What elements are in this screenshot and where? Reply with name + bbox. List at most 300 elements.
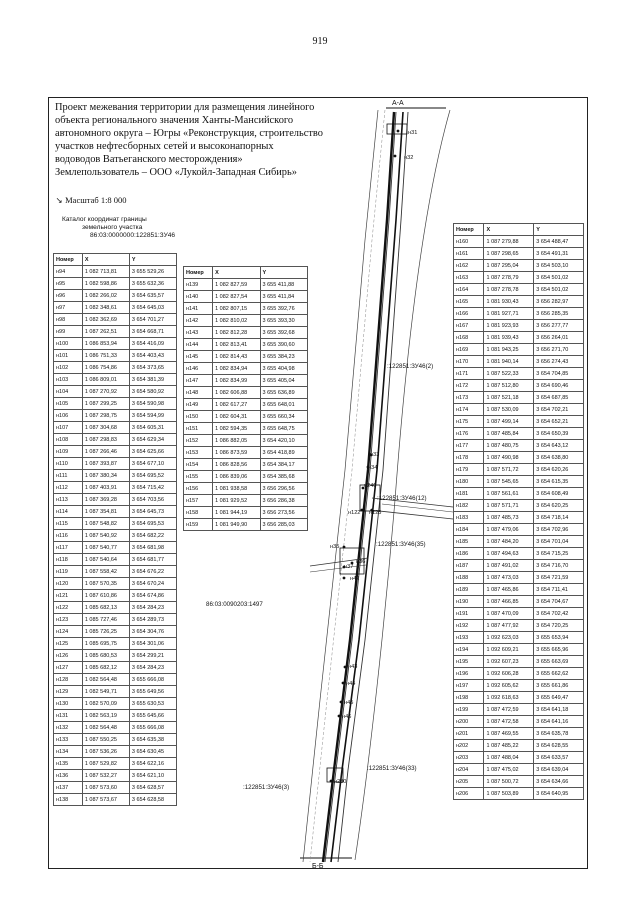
x-coordinate-cell: 1 082 594,35 xyxy=(213,423,260,435)
table-row xyxy=(454,536,584,548)
y-coordinate-cell: 3 654 629,34 xyxy=(129,434,176,446)
table-row xyxy=(54,722,177,734)
table-row xyxy=(454,692,584,704)
point-label: н45 xyxy=(344,700,354,706)
x-coordinate-cell: 1 087 571,71 xyxy=(484,500,534,512)
header-x: X xyxy=(484,224,534,236)
y-coordinate-cell: 3 654 687,85 xyxy=(534,392,584,404)
point-number-cell: н112 xyxy=(54,482,83,494)
pad-top xyxy=(387,124,407,134)
x-coordinate-cell: 1 087 484,20 xyxy=(484,536,534,548)
y-coordinate-cell: 3 654 590,98 xyxy=(129,398,176,410)
x-coordinate-cell: 1 087 298,75 xyxy=(82,410,129,422)
y-coordinate-cell: 3 656 274,43 xyxy=(534,356,584,368)
point-number-cell: н120 xyxy=(54,578,83,590)
point-number-cell: н156 xyxy=(184,483,213,495)
north-arrow-icon: ↘ xyxy=(55,195,63,205)
y-coordinate-cell: 3 654 628,55 xyxy=(534,740,584,752)
x-coordinate-cell: 1 087 503,89 xyxy=(484,788,534,800)
point-number-cell: н132 xyxy=(54,722,83,734)
table-row xyxy=(454,752,584,764)
point-number-cell: н96 xyxy=(54,290,83,302)
x-coordinate-cell: 1 087 488,04 xyxy=(484,752,534,764)
y-coordinate-cell: 3 655 649,47 xyxy=(534,692,584,704)
section-label-bottom: Б-Б xyxy=(312,863,324,870)
point-number-cell: н165 xyxy=(454,296,484,308)
x-coordinate-cell: 1 087 548,82 xyxy=(82,518,129,530)
x-coordinate-cell: 1 087 545,65 xyxy=(484,476,534,488)
point-number-cell: н131 xyxy=(54,710,83,722)
point-label: н33 xyxy=(370,452,380,458)
table-row xyxy=(184,423,308,435)
y-coordinate-cell: 3 655 393,30 xyxy=(260,315,307,327)
point-number-cell: н148 xyxy=(184,387,213,399)
point-number-cell: н162 xyxy=(454,260,484,272)
y-coordinate-cell: 3 654 381,39 xyxy=(129,374,176,386)
table-row xyxy=(54,590,177,602)
table-row xyxy=(184,519,308,531)
x-coordinate-cell: 1 087 354,81 xyxy=(82,506,129,518)
point-number-cell: н146 xyxy=(184,363,213,375)
point-label: н42 xyxy=(350,576,360,582)
point-number-cell: н180 xyxy=(454,476,484,488)
table-row xyxy=(54,506,177,518)
title-line: водоводов Ватьеганского месторождения» xyxy=(55,154,243,166)
x-coordinate-cell: 1 082 813,41 xyxy=(213,339,260,351)
point-number-cell: н161 xyxy=(454,248,484,260)
y-coordinate-cell: 3 656 273,56 xyxy=(260,507,307,519)
y-coordinate-cell: 3 654 668,71 xyxy=(129,326,176,338)
x-coordinate-cell: 1 087 472,58 xyxy=(484,716,534,728)
table-row xyxy=(54,650,177,662)
y-coordinate-cell: 3 654 640,95 xyxy=(534,788,584,800)
x-coordinate-cell: 1 087 304,68 xyxy=(82,422,129,434)
point-number-cell: н118 xyxy=(54,554,83,566)
y-coordinate-cell: 3 655 660,34 xyxy=(260,411,307,423)
parcel-label-zu46-33: :122851:ЗУ46(33) xyxy=(367,765,417,772)
y-coordinate-cell: 3 655 666,08 xyxy=(129,722,176,734)
point-number-cell: н137 xyxy=(54,782,83,794)
x-coordinate-cell: 1 086 754,86 xyxy=(82,362,129,374)
x-coordinate-cell: 1 082 362,69 xyxy=(82,314,129,326)
x-coordinate-cell: 1 086 828,56 xyxy=(213,459,260,471)
x-coordinate-cell: 1 087 558,42 xyxy=(82,566,129,578)
table-row xyxy=(454,656,584,668)
table-row xyxy=(454,440,584,452)
point-label: н246 xyxy=(364,483,377,489)
point-label: н36 xyxy=(356,559,366,565)
table-header-row xyxy=(54,254,177,266)
y-coordinate-cell: 3 654 620,26 xyxy=(534,464,584,476)
point-number-cell: н185 xyxy=(454,536,484,548)
table-row xyxy=(54,266,177,278)
y-coordinate-cell: 3 654 384,17 xyxy=(260,459,307,471)
y-coordinate-cell: 3 656 285,35 xyxy=(534,308,584,320)
x-coordinate-cell: 1 087 491,02 xyxy=(484,560,534,572)
x-coordinate-cell: 1 087 550,25 xyxy=(82,734,129,746)
point-number-cell: н116 xyxy=(54,530,83,542)
x-coordinate-cell: 1 087 512,80 xyxy=(484,380,534,392)
point-number-cell: н101 xyxy=(54,350,83,362)
table-row xyxy=(54,482,177,494)
point-label: н125 xyxy=(369,510,382,516)
x-coordinate-cell: 1 087 475,02 xyxy=(484,764,534,776)
table-row xyxy=(454,560,584,572)
y-coordinate-cell: 3 654 373,65 xyxy=(129,362,176,374)
table-row xyxy=(454,512,584,524)
y-coordinate-cell: 3 654 704,85 xyxy=(534,368,584,380)
y-coordinate-cell: 3 654 501,02 xyxy=(534,284,584,296)
table-row xyxy=(454,428,584,440)
table-row xyxy=(454,368,584,380)
x-coordinate-cell: 1 087 485,22 xyxy=(484,740,534,752)
point-number-cell: н169 xyxy=(454,344,484,356)
y-coordinate-cell: 3 654 650,39 xyxy=(534,428,584,440)
table-row xyxy=(454,668,584,680)
point-number-cell: н182 xyxy=(454,500,484,512)
header-y: Y xyxy=(129,254,176,266)
x-coordinate-cell: 1 081 938,58 xyxy=(213,483,260,495)
x-coordinate-cell: 1 087 266,46 xyxy=(82,446,129,458)
y-coordinate-cell: 3 654 385,68 xyxy=(260,471,307,483)
point-number-cell: н143 xyxy=(184,327,213,339)
y-coordinate-cell: 3 656 296,56 xyxy=(260,483,307,495)
header-y: Y xyxy=(534,224,584,236)
table-row xyxy=(54,758,177,770)
title-line: участков нефтесборных сетей и высоконапорных xyxy=(55,141,274,153)
point-number-cell: н105 xyxy=(54,398,83,410)
y-coordinate-cell: 3 654 633,57 xyxy=(534,752,584,764)
point-number-cell: н166 xyxy=(454,308,484,320)
y-coordinate-cell: 3 654 643,12 xyxy=(534,440,584,452)
x-coordinate-cell: 1 087 485,73 xyxy=(484,512,534,524)
table-row xyxy=(454,548,584,560)
table-row xyxy=(54,470,177,482)
table-row xyxy=(54,314,177,326)
x-coordinate-cell: 1 087 532,27 xyxy=(82,770,129,782)
x-coordinate-cell: 1 087 500,72 xyxy=(484,776,534,788)
x-coordinate-cell: 1 087 540,92 xyxy=(82,530,129,542)
y-coordinate-cell: 3 655 665,96 xyxy=(534,644,584,656)
x-coordinate-cell: 1 087 278,78 xyxy=(484,284,534,296)
point-number-cell: н147 xyxy=(184,375,213,387)
point-number-cell: н136 xyxy=(54,770,83,782)
table-row xyxy=(184,375,308,387)
y-coordinate-cell: 3 654 638,80 xyxy=(534,452,584,464)
table-row xyxy=(54,542,177,554)
y-coordinate-cell: 3 654 677,10 xyxy=(129,458,176,470)
table-row xyxy=(454,260,584,272)
y-coordinate-cell: 3 654 620,25 xyxy=(534,500,584,512)
x-coordinate-cell: 1 085 682,13 xyxy=(82,602,129,614)
y-coordinate-cell: 3 655 630,53 xyxy=(129,698,176,710)
table-row xyxy=(184,315,308,327)
x-coordinate-cell: 1 081 943,25 xyxy=(484,344,534,356)
table-row xyxy=(454,308,584,320)
table-row xyxy=(54,338,177,350)
point-number-cell: н133 xyxy=(54,734,83,746)
table-row xyxy=(454,332,584,344)
parcel-label-zu46-2: :122851:ЗУ46(2) xyxy=(387,363,434,370)
table-row xyxy=(454,452,584,464)
y-coordinate-cell: 3 654 628,57 xyxy=(129,782,176,794)
table-row xyxy=(454,728,584,740)
point-number-cell: н164 xyxy=(454,284,484,296)
point-number-cell: н155 xyxy=(184,471,213,483)
y-coordinate-cell: 3 654 418,89 xyxy=(260,447,307,459)
point-label: н34 xyxy=(368,465,378,471)
y-coordinate-cell: 3 654 715,42 xyxy=(129,482,176,494)
point-number-cell: н111 xyxy=(54,470,83,482)
x-coordinate-cell: 1 087 573,60 xyxy=(82,782,129,794)
point-number-cell: н150 xyxy=(184,411,213,423)
x-coordinate-cell: 1 087 469,55 xyxy=(484,728,534,740)
x-coordinate-cell: 1 087 479,06 xyxy=(484,524,534,536)
table-row xyxy=(454,380,584,392)
y-coordinate-cell: 3 654 702,96 xyxy=(534,524,584,536)
scale-indicator xyxy=(55,195,127,206)
crossing-road-lower xyxy=(370,510,453,519)
point-number-cell: н129 xyxy=(54,686,83,698)
point-number-cell: н177 xyxy=(454,440,484,452)
table-row xyxy=(54,446,177,458)
y-coordinate-cell: 3 654 645,73 xyxy=(129,506,176,518)
x-coordinate-cell: 1 087 295,04 xyxy=(484,260,534,272)
coordinates-table-1 xyxy=(53,253,177,806)
point-number-cell: н128 xyxy=(54,674,83,686)
x-coordinate-cell: 1 087 279,88 xyxy=(484,236,534,248)
point-number-cell: н97 xyxy=(54,302,83,314)
x-coordinate-cell: 1 087 298,83 xyxy=(82,434,129,446)
x-coordinate-cell: 1 082 606,88 xyxy=(213,387,260,399)
table-row xyxy=(454,764,584,776)
table-row xyxy=(454,608,584,620)
header-number: Номер xyxy=(184,267,213,279)
table-row xyxy=(54,554,177,566)
y-coordinate-cell: 3 655 649,56 xyxy=(129,686,176,698)
y-coordinate-cell: 3 656 271,70 xyxy=(534,344,584,356)
x-coordinate-cell: 1 087 540,77 xyxy=(82,542,129,554)
y-coordinate-cell: 3 655 390,60 xyxy=(260,339,307,351)
x-coordinate-cell: 1 092 607,23 xyxy=(484,656,534,668)
y-coordinate-cell: 3 654 711,41 xyxy=(534,584,584,596)
table-row xyxy=(184,327,308,339)
x-coordinate-cell: 1 087 477,92 xyxy=(484,620,534,632)
point-number-cell: н127 xyxy=(54,662,83,674)
header-x: X xyxy=(213,267,260,279)
y-coordinate-cell: 3 654 299,21 xyxy=(129,650,176,662)
x-coordinate-cell: 1 082 266,02 xyxy=(82,290,129,302)
point-number-cell: н201 xyxy=(454,728,484,740)
table-row xyxy=(54,662,177,674)
point-number-cell: н167 xyxy=(454,320,484,332)
point-number-cell: н160 xyxy=(454,236,484,248)
y-coordinate-cell: 3 655 384,23 xyxy=(260,351,307,363)
y-coordinate-cell: 3 655 666,08 xyxy=(129,674,176,686)
x-coordinate-cell: 1 092 606,28 xyxy=(484,668,534,680)
x-coordinate-cell: 1 087 403,91 xyxy=(82,482,129,494)
crossing-road-center xyxy=(382,504,453,512)
y-coordinate-cell: 3 655 392,68 xyxy=(260,327,307,339)
x-coordinate-cell: 1 087 610,86 xyxy=(82,590,129,602)
table-row xyxy=(454,356,584,368)
point-label: н43 xyxy=(348,664,358,670)
y-coordinate-cell: 3 654 608,49 xyxy=(534,488,584,500)
table-row xyxy=(454,632,584,644)
y-coordinate-cell: 3 654 605,31 xyxy=(129,422,176,434)
title-line: объекта регионального значения Ханты-Мансийского xyxy=(55,115,294,127)
point-number-cell: н154 xyxy=(184,459,213,471)
point-number-cell: н100 xyxy=(54,338,83,350)
x-coordinate-cell: 1 081 940,14 xyxy=(484,356,534,368)
table-row xyxy=(454,344,584,356)
y-coordinate-cell: 3 654 284,23 xyxy=(129,602,176,614)
y-coordinate-cell: 3 654 645,03 xyxy=(129,302,176,314)
x-coordinate-cell: 1 086 873,59 xyxy=(213,447,260,459)
point-number-cell: н175 xyxy=(454,416,484,428)
x-coordinate-cell: 1 082 348,61 xyxy=(82,302,129,314)
y-coordinate-cell: 3 655 662,62 xyxy=(534,668,584,680)
point-number-cell: н183 xyxy=(454,512,484,524)
y-coordinate-cell: 3 656 264,01 xyxy=(534,332,584,344)
point-label: н37 xyxy=(344,564,354,570)
table-row xyxy=(454,740,584,752)
table-row xyxy=(54,278,177,290)
x-coordinate-cell: 1 087 278,79 xyxy=(484,272,534,284)
table-row xyxy=(184,399,308,411)
point-number-cell: н114 xyxy=(54,506,83,518)
y-coordinate-cell: 3 654 635,78 xyxy=(534,728,584,740)
point-number-cell: н106 xyxy=(54,410,83,422)
table-row xyxy=(54,350,177,362)
x-coordinate-cell: 1 081 930,43 xyxy=(484,296,534,308)
title-line: Землепользователь – ООО «Лукойл-Западная Сибирь» xyxy=(55,167,297,179)
y-coordinate-cell: 3 654 625,66 xyxy=(129,446,176,458)
point-number-cell: н134 xyxy=(54,746,83,758)
table-row xyxy=(454,788,584,800)
coordinates-table-3 xyxy=(453,223,584,800)
point-number-cell: н152 xyxy=(184,435,213,447)
x-coordinate-cell: 1 082 827,59 xyxy=(213,279,260,291)
y-coordinate-cell: 3 654 702,42 xyxy=(534,608,584,620)
table-row xyxy=(184,363,308,375)
y-coordinate-cell: 3 654 652,21 xyxy=(534,416,584,428)
x-coordinate-cell: 1 082 834,99 xyxy=(213,375,260,387)
table-row xyxy=(184,303,308,315)
y-coordinate-cell: 3 655 661,86 xyxy=(534,680,584,692)
x-coordinate-cell: 1 086 751,33 xyxy=(82,350,129,362)
y-coordinate-cell: 3 655 411,84 xyxy=(260,291,307,303)
x-coordinate-cell: 1 082 810,02 xyxy=(213,315,260,327)
x-coordinate-cell: 1 087 466,85 xyxy=(484,596,534,608)
x-coordinate-cell: 1 087 470,09 xyxy=(484,608,534,620)
table-row xyxy=(54,638,177,650)
table-row xyxy=(184,495,308,507)
point-number-cell: н204 xyxy=(454,764,484,776)
table-row xyxy=(454,488,584,500)
catalog-caption xyxy=(62,216,175,241)
point-number-cell: н171 xyxy=(454,368,484,380)
point-number-cell: н190 xyxy=(454,596,484,608)
table-row xyxy=(454,776,584,788)
y-coordinate-cell: 3 654 720,25 xyxy=(534,620,584,632)
y-coordinate-cell: 3 654 304,76 xyxy=(129,626,176,638)
coordinates-table-2 xyxy=(183,266,308,531)
table-row xyxy=(184,339,308,351)
x-coordinate-cell: 1 082 617,27 xyxy=(213,399,260,411)
project-title xyxy=(55,101,385,180)
point-number-cell: н108 xyxy=(54,434,83,446)
table-row xyxy=(54,686,177,698)
table-row xyxy=(454,296,584,308)
point-number-cell: н104 xyxy=(54,386,83,398)
point-number-cell: н200 xyxy=(454,716,484,728)
x-coordinate-cell: 1 087 499,14 xyxy=(484,416,534,428)
x-coordinate-cell: 1 087 530,09 xyxy=(484,404,534,416)
point-number-cell: н202 xyxy=(454,740,484,752)
table-row xyxy=(454,320,584,332)
point-label: н44 xyxy=(346,681,356,687)
point-number-cell: н110 xyxy=(54,458,83,470)
y-coordinate-cell: 3 654 681,98 xyxy=(129,542,176,554)
point-number-cell: н206 xyxy=(454,788,484,800)
point-number-cell: н142 xyxy=(184,315,213,327)
y-coordinate-cell: 3 654 501,02 xyxy=(534,272,584,284)
x-coordinate-cell: 1 082 713,81 xyxy=(82,266,129,278)
point-number-cell: н94 xyxy=(54,266,83,278)
table-row xyxy=(454,596,584,608)
point-number-cell: н194 xyxy=(454,644,484,656)
point-number-cell: н187 xyxy=(454,560,484,572)
point-number-cell: н158 xyxy=(184,507,213,519)
point-number-cell: н135 xyxy=(54,758,83,770)
point-number-cell: н197 xyxy=(454,680,484,692)
table-row xyxy=(54,374,177,386)
y-coordinate-cell: 3 655 648,01 xyxy=(260,399,307,411)
y-coordinate-cell: 3 655 411,88 xyxy=(260,279,307,291)
point-label: н32 xyxy=(404,155,414,161)
y-coordinate-cell: 3 655 392,76 xyxy=(260,303,307,315)
x-coordinate-cell: 1 087 393,87 xyxy=(82,458,129,470)
y-coordinate-cell: 3 654 420,10 xyxy=(260,435,307,447)
table-row xyxy=(54,410,177,422)
point-label: н230 xyxy=(334,779,347,785)
point-number-cell: н140 xyxy=(184,291,213,303)
y-coordinate-cell: 3 655 632,36 xyxy=(129,278,176,290)
table-row xyxy=(54,458,177,470)
point-number-cell: н173 xyxy=(454,392,484,404)
x-coordinate-cell: 1 087 536,26 xyxy=(82,746,129,758)
table-row xyxy=(54,566,177,578)
x-coordinate-cell: 1 087 369,28 xyxy=(82,494,129,506)
x-coordinate-cell: 1 087 494,63 xyxy=(484,548,534,560)
x-coordinate-cell: 1 092 609,21 xyxy=(484,644,534,656)
y-coordinate-cell: 3 654 702,21 xyxy=(534,404,584,416)
point-number-cell: н199 xyxy=(454,704,484,716)
point-number-cell: н189 xyxy=(454,584,484,596)
x-coordinate-cell: 1 086 853,94 xyxy=(82,338,129,350)
point-number-cell: н186 xyxy=(454,548,484,560)
table-row xyxy=(454,572,584,584)
point-number-cell: н122 xyxy=(54,602,83,614)
y-coordinate-cell: 3 656 286,38 xyxy=(260,495,307,507)
y-coordinate-cell: 3 654 704,67 xyxy=(534,596,584,608)
point-number-cell: н117 xyxy=(54,542,83,554)
table-header-row xyxy=(184,267,308,279)
x-coordinate-cell: 1 085 680,53 xyxy=(82,650,129,662)
x-coordinate-cell: 1 082 564,48 xyxy=(82,722,129,734)
y-coordinate-cell: 3 656 282,97 xyxy=(534,296,584,308)
